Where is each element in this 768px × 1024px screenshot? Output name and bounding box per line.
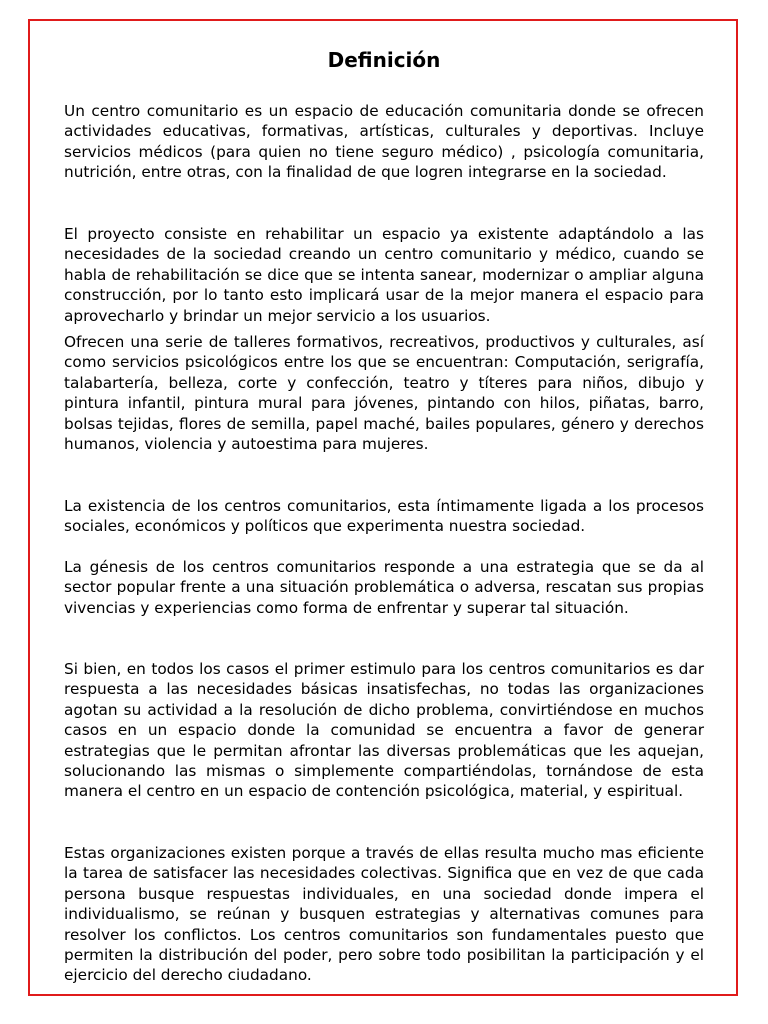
paragraph-existence: La existencia de los centros comunitarios, esta íntimamente ligada a los procesos sociales, económicos y políticos que experimenta nuestra sociedad. [64, 497, 704, 536]
paragraph-workshops: Ofrecen una serie de talleres formativos, recreativos, productivos y culturales, así como servicios psicológicos entre los que se encuentran: Computación, serigrafía, talabartería, belleza, corte y confección, teatro y títeres para niños, dibujo y pintura infantil, pintura mural para jóvenes, pintando con hilos, piñatas, barro, bolsas tejidas, flores de semilla, papel maché, bailes populares, género y derechos humanos, violencia y autoestima para mujeres. [64, 333, 704, 454]
paragraph-genesis: La génesis de los centros comunitarios responde a una estrategia que se da al sector popular frente a una situación problemática o adversa, rescatan sus propias vivencias y experiencias como forma de enfrentar y superar tal situación. [64, 558, 704, 617]
document-title: Definición [327, 48, 441, 72]
paragraph-organizations: Estas organizaciones existen porque a través de ellas resulta mucho mas eficiente la tarea de satisfacer las necesidades colectivas. Significa que en vez de que cada persona busque respuestas individuales, en una sociedad donde impera el individualismo, se reúnan y busquen estrategias y alternativas comunes para resolver los conflictos. Los centros comunitarios son fundamentales puesto que permiten la distribución del poder, pero sobre todo posibilitan la participación y el ejercicio del derecho ciudadano. [64, 844, 704, 985]
paragraph-needs: Si bien, en todos los casos el primer estimulo para los centros comunitarios es dar respuesta a las necesidades básicas insatisfechas, no todas las organizaciones agotan su actividad a la resolución de dicho problema, convirtiéndose en muchos casos en un espacio donde la comunidad se encuentra a favor de generar estrategias que le permitan afrontar las diversas problemáticas que les aquejan, solucionando las mismas o simplemente compartiéndolas, tornándose de esta manera el centro en un espacio de contención psicológica, material, y espiritual. [64, 660, 704, 801]
paragraph-definition: Un centro comunitario es un espacio de educación comunitaria donde se ofrecen actividades educativas, formativas, artísticas, culturales y deportivas. Incluye servicios médicos (para quien no tiene seguro médico) , psicología comunitaria, nutrición, entre otras, con la finalidad de que logren integrarse en la sociedad. [64, 102, 704, 182]
paragraph-project: El proyecto consiste en rehabilitar un espacio ya existente adaptándolo a las necesidades de la sociedad creando un centro comunitario y médico, cuando se habla de rehabilitación se dice que se intenta sanear, modernizar o ampliar alguna construcción, por lo tanto esto implicará usar de la mejor manera el espacio para aprovecharlo y brindar un mejor servicio a los usuarios. [64, 225, 704, 325]
